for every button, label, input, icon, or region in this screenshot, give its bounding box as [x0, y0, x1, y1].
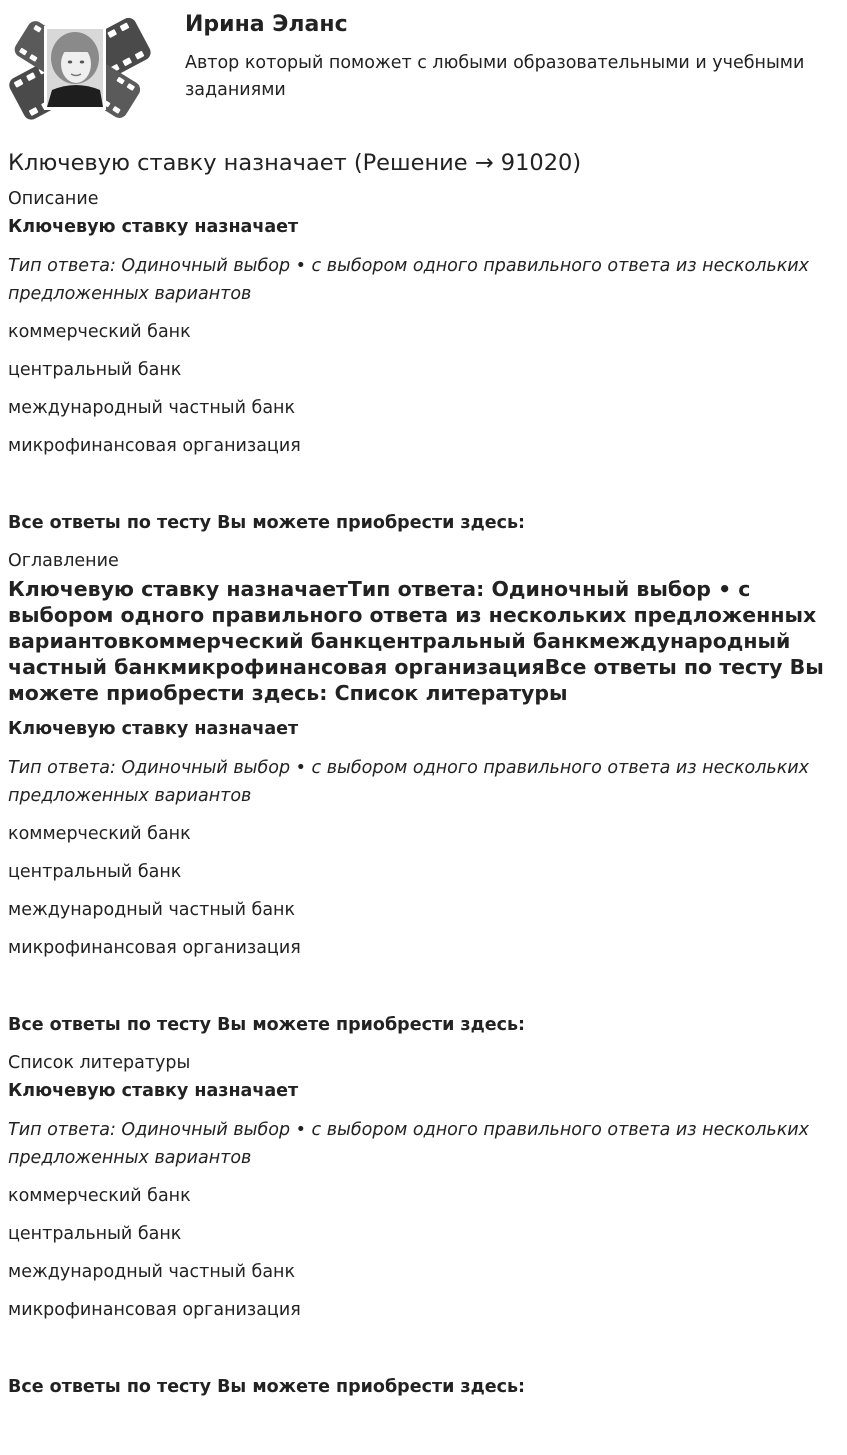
buy-answers-text: Все ответы по тесту Вы можете приобрести здесь:	[8, 1015, 526, 1035]
answer-type: Тип ответа: Одиночный выбор • с выбором одного правильного ответа из нескольких предложенных вариантов	[8, 1120, 810, 1168]
answer-option: центральный банк	[8, 862, 182, 882]
answer-type: Тип ответа: Одиночный выбор • с выбором одного правильного ответа из нескольких предложенных вариантов	[8, 256, 810, 304]
answer-option: коммерческий банк	[8, 824, 191, 844]
answer-option: центральный банк	[8, 360, 182, 380]
toc-section	[8, 548, 827, 1038]
answer-option: международный частный банк	[8, 1262, 296, 1282]
buy-answers-text: Все ответы по тесту Вы можете приобрести здесь:	[8, 1377, 526, 1397]
toc-label: Оглавление	[8, 551, 119, 571]
page-title: Ключевую ставку назначает (Решение → 91020)	[8, 150, 582, 176]
question-title: Ключевую ставку назначает	[8, 1081, 299, 1101]
answer-option: международный частный банк	[8, 398, 296, 418]
description-section	[8, 186, 827, 536]
toc-body: Ключевую ставку назначаетТип ответа: Одиночный выбор • с выбором одного правильного ответа из нескольких предложенных вариантовкоммерческий банкцентральный банкмеждународный частный банкмикрофинансовая организацияВсе ответы по тесту Вы можете приобрести здесь: Список литературы	[8, 577, 824, 705]
literature-label: Список литературы	[8, 1053, 191, 1073]
buy-answers-text: Все ответы по тесту Вы можете приобрести здесь:	[8, 513, 526, 533]
description-label: Описание	[8, 189, 99, 209]
question-title: Ключевую ставку назначает	[8, 719, 299, 739]
author-description: Автор который поможет с любыми образовательными и учебными заданиями	[185, 53, 805, 100]
film-strip-portrait-icon	[6, 6, 152, 128]
author-header	[0, 0, 847, 130]
answer-option: международный частный банк	[8, 900, 296, 920]
question-title: Ключевую ставку назначает	[8, 217, 299, 237]
answer-type: Тип ответа: Одиночный выбор • с выбором одного правильного ответа из нескольких предложенных вариантов	[8, 758, 810, 806]
answer-option: центральный банк	[8, 1224, 182, 1244]
answer-option: микрофинансовая организация	[8, 436, 301, 456]
author-name[interactable]: Ирина Эланс	[185, 12, 348, 37]
answer-option: микрофинансовая организация	[8, 938, 301, 958]
answer-option: коммерческий банк	[8, 322, 191, 342]
literature-section	[8, 1050, 827, 1400]
main-content	[0, 148, 847, 1400]
answer-option: микрофинансовая организация	[8, 1300, 301, 1320]
author-avatar	[6, 6, 152, 128]
answer-option: коммерческий банк	[8, 1186, 191, 1206]
